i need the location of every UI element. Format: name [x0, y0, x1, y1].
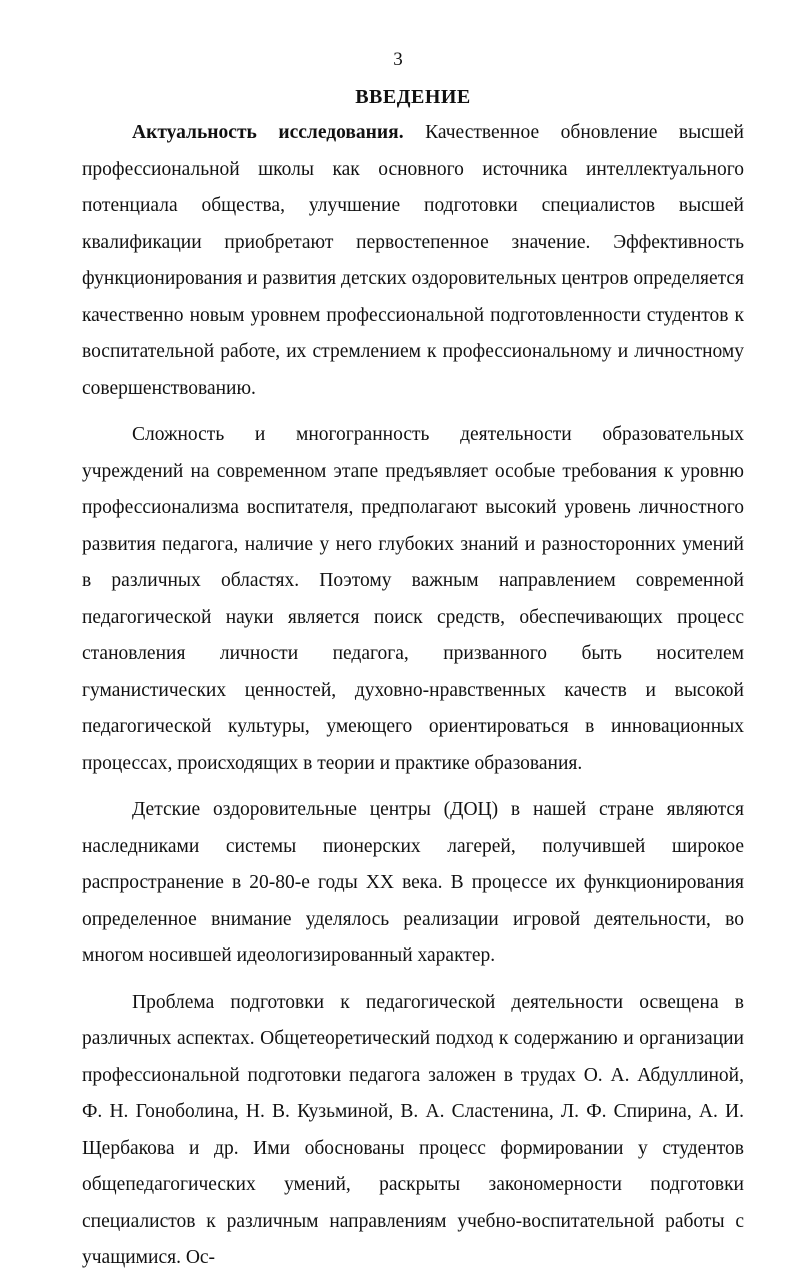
paragraph-lead: Актуальность исследования.	[132, 122, 404, 143]
page-number: 3	[393, 49, 403, 70]
paragraph-text: Сложность и многогранность деятельности образовательных учреждений на современном этапе предъявляет особые требования к уровню профессионализма воспитателя, предполагают высокий уровень личностного развития педагога, наличие у него глубоких знаний и разносторонних умений в различных областях. Поэтому важным направлением современной педагогической науки является поиск средств, обеспечивающих процесс становления личности педагога, призванного быть носителем гуманистических ценностей, духовно-нравственных качеств и высокой педагогической культуры, умеющего ориентироваться в инновационных процессах, происходящих в теории и практике образования.	[82, 424, 744, 774]
paragraph-relevance	[82, 115, 744, 407]
paragraph-text: Проблема подготовки к педагогической деятельности освещена в различных аспектах. Общетеоретический подход к содержанию и организации профессиональной подготовки педагога заложен в трудах О. А. Абдуллиной, Ф. Н. Гоноболина, Н. В. Кузьминой, В. А. Сластенина, Л. Ф. Спирина, А. И. Щербакова и др. Ими обоснованы процесс формировании у студентов общепедагогических умений, раскрыты закономерности подготовки специалистов к различным направлениям учебно-воспитательной работы с учащимися. Ос-	[82, 991, 744, 1268]
paragraph-complexity	[82, 417, 744, 782]
paragraph-problem	[82, 985, 744, 1277]
paragraph-children-centers	[82, 792, 744, 975]
section-title: ВВЕДЕНИЕ	[355, 86, 471, 108]
paragraph-text: Детские оздоровительные центры (ДОЦ) в нашей стране являются наследниками системы пионерских лагерей, получившей широкое распространение в 20-80-е годы XX века. В процессе их функционирования определенное внимание уделялось реализации игровой деятельности, во многом носившей идеологизированный характер.	[82, 799, 744, 966]
paragraph-text: Качественное обновление высшей профессиональной школы как основного источника интеллектуального потенциала общества, улучшение подготовки специалистов высшей квалификации приобретают первостепенное значение. Эффективность функционирования и развития детских оздоровительных центров определяется качественно новым уровнем профессиональной подготовленности студентов к воспитательной работе, их стремлением к профессиональному и личностному совершенствованию.	[82, 122, 744, 399]
body-text	[82, 115, 744, 1277]
